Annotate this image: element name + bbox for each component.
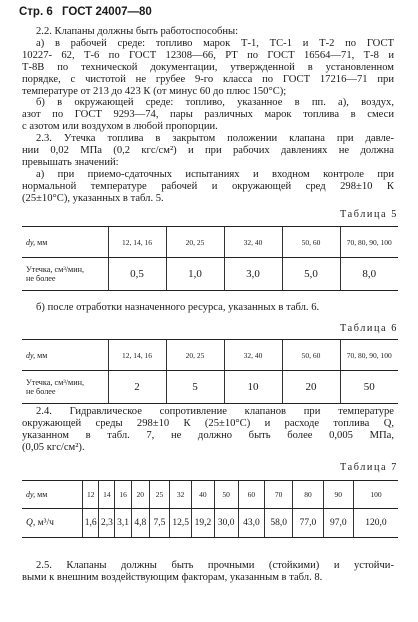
text-line: (0,05 кгс/см²). bbox=[22, 441, 85, 453]
header-cell: 32, 40 bbox=[224, 340, 282, 371]
page-number: Стр. 6 bbox=[19, 6, 53, 18]
diameter-symbol: dу, bbox=[26, 350, 36, 360]
value-cell: 5,0 bbox=[282, 258, 340, 291]
value-cell: 97,0 bbox=[323, 509, 353, 538]
header-cell: 100 bbox=[353, 481, 398, 509]
header-cell: 12 bbox=[83, 481, 99, 509]
value-cell: 5 bbox=[166, 371, 224, 404]
text-line: б) в окружающей среде: топливо, указанное в пп. а), воздух, bbox=[36, 97, 394, 109]
text-line: с азотом или воздухом в любой пропорции. bbox=[22, 121, 218, 133]
text-line: а) в рабочей среде: топливо марок Т-1, ТС-1 и Т-2 по ГОСТ bbox=[36, 37, 394, 49]
header-cell: 50 bbox=[214, 481, 238, 509]
header-label-cell bbox=[22, 227, 108, 258]
row-label-cell bbox=[22, 371, 108, 404]
table-row bbox=[22, 509, 398, 538]
value-cell: 4,8 bbox=[131, 509, 149, 538]
text-line: азот по ГОСТ 9293—74, пары различных марок топлива в смеси bbox=[22, 109, 394, 121]
row-label-cell bbox=[22, 258, 108, 291]
text-line: температуре от 213 до 423 К (от минус 60 до плюс 150°С); bbox=[22, 85, 287, 97]
header-cell: 20, 25 bbox=[166, 227, 224, 258]
table-7 bbox=[22, 480, 398, 538]
value-cell: 30,0 bbox=[214, 509, 238, 538]
paragraph-2-5 bbox=[22, 560, 394, 584]
row-label-line: Утечка, см³/мин, bbox=[26, 378, 85, 387]
header-cell: 40 bbox=[192, 481, 214, 509]
table-6-caption: Таблица 6 bbox=[340, 323, 398, 334]
header-cell: 32, 40 bbox=[224, 227, 282, 258]
header-cell: 14 bbox=[99, 481, 115, 509]
table-row bbox=[22, 371, 398, 404]
table-row bbox=[22, 258, 398, 291]
unit-label: мм bbox=[37, 490, 48, 499]
header-cell: 50, 60 bbox=[282, 227, 340, 258]
value-cell: 1,0 bbox=[166, 258, 224, 291]
text-line: 2.2. Клапаны должны быть работоспособны: bbox=[36, 26, 239, 37]
header-cell: 50, 60 bbox=[282, 340, 340, 371]
text-line: Т-8В по технической документации, утвержденной в установленном bbox=[22, 61, 394, 73]
table-header-row bbox=[22, 481, 398, 509]
value-cell: 19,2 bbox=[192, 509, 214, 538]
text-line: указанном в табл. 7, не должно быть более 0,005 МПа, bbox=[22, 429, 394, 441]
text-line: порядке, с чистотой не грубее 9-го класса по ГОСТ 17216—71 при bbox=[22, 73, 394, 85]
unit-label: м³/ч bbox=[37, 517, 54, 528]
value-cell: 3,1 bbox=[115, 509, 131, 538]
text-line: превышать значений: bbox=[22, 156, 119, 168]
text-line: нормальной температуре рабочей и окружающей сред 298±10 К bbox=[22, 180, 394, 192]
table-header-row bbox=[22, 340, 398, 371]
table-header-row bbox=[22, 227, 398, 258]
row-label-cell bbox=[22, 509, 83, 538]
header-cell: 32 bbox=[170, 481, 192, 509]
table-7-caption: Таблица 7 bbox=[340, 462, 398, 473]
text-line: 2.4. Гидравлическое сопротивление клапанов при температуре bbox=[36, 406, 394, 417]
value-cell: 20 bbox=[282, 371, 340, 404]
diameter-symbol: dу, bbox=[26, 237, 36, 247]
text-line: окружающей среды 298±10 К (25±10°С) и расходе топлива Q, bbox=[22, 417, 394, 429]
value-cell: 58,0 bbox=[265, 509, 293, 538]
text-line: нии 0,02 МПа (0,2 кгс/см²) и при рабочих давлениях не должна bbox=[22, 145, 394, 157]
standard-number: ГОСТ 24007—80 bbox=[61, 6, 152, 18]
text-line: 2.3. Утечка топлива в закрытом положении клапана при давле- bbox=[36, 133, 394, 145]
value-cell: 7,5 bbox=[149, 509, 169, 538]
header-label-cell bbox=[22, 340, 108, 371]
value-cell: 0,5 bbox=[108, 258, 166, 291]
table-5-caption: Таблица 5 bbox=[340, 209, 398, 220]
value-cell: 12,5 bbox=[170, 509, 192, 538]
value-cell: 3,0 bbox=[224, 258, 282, 291]
header-label-cell bbox=[22, 481, 83, 509]
table-5 bbox=[22, 226, 398, 291]
value-cell: 2,3 bbox=[99, 509, 115, 538]
header-cell: 16 bbox=[115, 481, 131, 509]
text-line: (25±10°С), указанных в табл. 5. bbox=[22, 192, 164, 204]
paragraph-2-3-b bbox=[22, 302, 394, 314]
text-line: а) при приемо-сдаточных испытаниях и входном контроле при bbox=[36, 168, 394, 180]
value-cell: 10 bbox=[224, 371, 282, 404]
header-cell: 25 bbox=[149, 481, 169, 509]
text-line: б) после отработки назначенного ресурса, указанных в табл. 6. bbox=[36, 302, 320, 313]
paragraph-2-4 bbox=[22, 406, 394, 454]
header-cell: 12, 14, 16 bbox=[108, 340, 166, 371]
header-cell: 80 bbox=[293, 481, 323, 509]
value-cell: 120,0 bbox=[353, 509, 398, 538]
text-line: 2.5. Клапаны должны быть прочными (стойкими) и устойчи- bbox=[36, 560, 394, 571]
value-cell: 50 bbox=[340, 371, 398, 404]
page-header bbox=[19, 6, 158, 18]
table-6 bbox=[22, 339, 398, 404]
value-cell: 43,0 bbox=[238, 509, 264, 538]
paragraph-2-2-2-3 bbox=[22, 26, 394, 205]
flow-symbol: Q, bbox=[26, 517, 36, 528]
header-cell: 70, 80, 90, 100 bbox=[340, 227, 398, 258]
header-cell: 60 bbox=[238, 481, 264, 509]
value-cell: 1,6 bbox=[83, 509, 99, 538]
row-label-line: не более bbox=[26, 387, 56, 396]
header-cell: 70, 80, 90, 100 bbox=[340, 340, 398, 371]
value-cell: 8,0 bbox=[340, 258, 398, 291]
diameter-symbol: dу, bbox=[26, 490, 36, 499]
value-cell: 2 bbox=[108, 371, 166, 404]
header-cell: 12, 14, 16 bbox=[108, 227, 166, 258]
header-cell: 20 bbox=[131, 481, 149, 509]
header-cell: 20, 25 bbox=[166, 340, 224, 371]
unit-label: мм bbox=[37, 350, 48, 360]
header-cell: 70 bbox=[265, 481, 293, 509]
unit-label: мм bbox=[37, 237, 48, 247]
row-label-line: Утечка, см³/мин, bbox=[26, 265, 85, 274]
text-line: 10227- 62, Т-6 по ГОСТ 12308—66, РТ по ГОСТ 16564—71, Т-8 и bbox=[22, 49, 394, 61]
header-cell: 90 bbox=[323, 481, 353, 509]
row-label-line: не более bbox=[26, 274, 56, 283]
text-line: выми к внешним воздействующим факторам, указанным в табл. 8. bbox=[22, 571, 323, 583]
value-cell: 77,0 bbox=[293, 509, 323, 538]
